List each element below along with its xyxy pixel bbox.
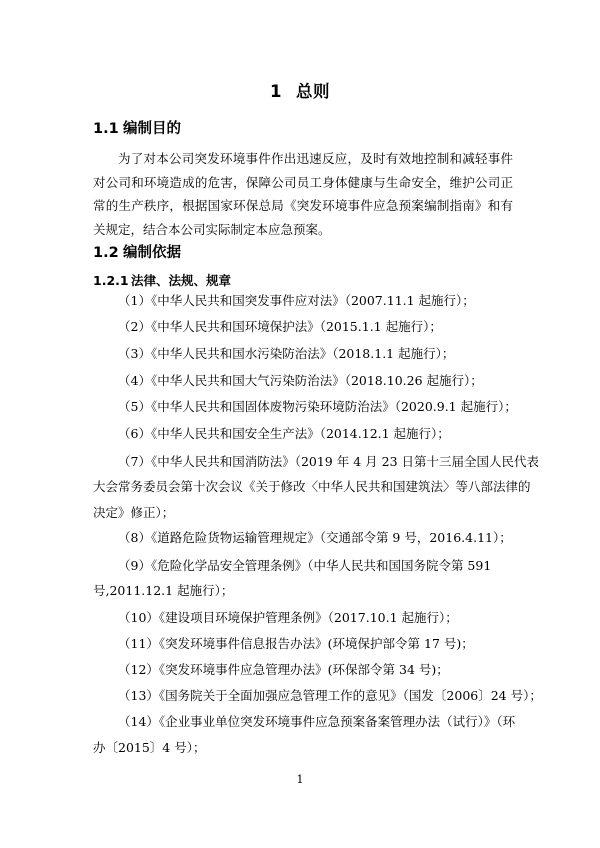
section-title: 编制目的	[123, 121, 181, 137]
law-item: （14）《企业事业单位突发环境事件应急预案备案管理办法（试行）》（环	[118, 714, 516, 729]
chapter-heading	[0, 78, 600, 102]
law-item: （5）《中华人民共和国固体废物污染环境防治法》（2020.9.1 起施行）；	[118, 399, 517, 414]
law-item-continuation: 大会常务委员会第十次会议《关于修改〈中华人民共和国建筑法〉等八部法律的	[93, 479, 531, 494]
law-item: （10）《建设项目环境保护管理条例》（2017.10.1 起施行）；	[118, 610, 458, 625]
law-item: （9）《危险化学品安全管理条例》（中华人民共和国国务院令第 591	[118, 558, 492, 573]
section-number: 1.2	[93, 245, 119, 261]
purpose-paragraph: 为了对本公司突发环境事件作出迅速反应，及时有效地控制和减轻事件对公司和环境造成的危害，保障公司员工身体健康与生命安全，维护公司正常的生产秩序，根据国家环保总局《突发环境事件应急预案编制指南》和有关规定，结合本公司实际制定本应急预案。	[93, 151, 513, 237]
chapter-number: 1	[270, 82, 282, 101]
law-item: （8）《道路危险货物运输管理规定》（交通部令第 9 号，2016.4.11）；	[118, 530, 512, 545]
section-heading-1-1	[93, 117, 181, 138]
law-item: （2）《中华人民共和国环境保护法》（2015.1.1 起施行）；	[118, 319, 442, 334]
section-number: 1.1	[93, 121, 119, 137]
page-number: 1	[296, 773, 304, 786]
law-item: （4）《中华人民共和国大气污染防治法》（2018.10.26 起施行）；	[118, 373, 483, 388]
subsection-heading-1-2-1	[93, 271, 231, 289]
law-item: （1）《中华人民共和国突发事件应对法》（2007.11.1 起施行）；	[118, 293, 475, 308]
law-item: （3）《中华人民共和国水污染防治法》（2018.1.1 起施行）；	[118, 346, 455, 361]
law-item: （11）《突发环境事件信息报告办法》(环境保护部令第 17 号)；	[118, 636, 474, 651]
chapter-title: 总则	[295, 82, 330, 101]
subsection-number: 1.2.1	[93, 273, 129, 288]
law-item: （7）《中华人民共和国消防法》（2019 年 4 月 23 日第十三届全国人民代表	[118, 454, 539, 469]
law-item: （6）《中华人民共和国安全生产法》（2014.12.1 起施行）；	[118, 426, 450, 441]
law-item-continuation: 号,2011.12.1 起施行）；	[93, 583, 234, 598]
law-item-continuation: 决定》修正）；	[93, 505, 175, 520]
section-title: 编制依据	[123, 245, 181, 261]
section-heading-1-2	[93, 241, 181, 262]
subsection-title: 法律、法规、规章	[131, 273, 232, 288]
law-item: （12）《突发环境事件应急管理办法》(环保部令第 34 号)；	[118, 662, 449, 677]
law-item-continuation: 办〔2015〕4 号）；	[93, 740, 206, 755]
law-item: （13）《国务院关于全面加强应急管理工作的意见》（国发〔2006〕24 号）；	[118, 688, 542, 703]
